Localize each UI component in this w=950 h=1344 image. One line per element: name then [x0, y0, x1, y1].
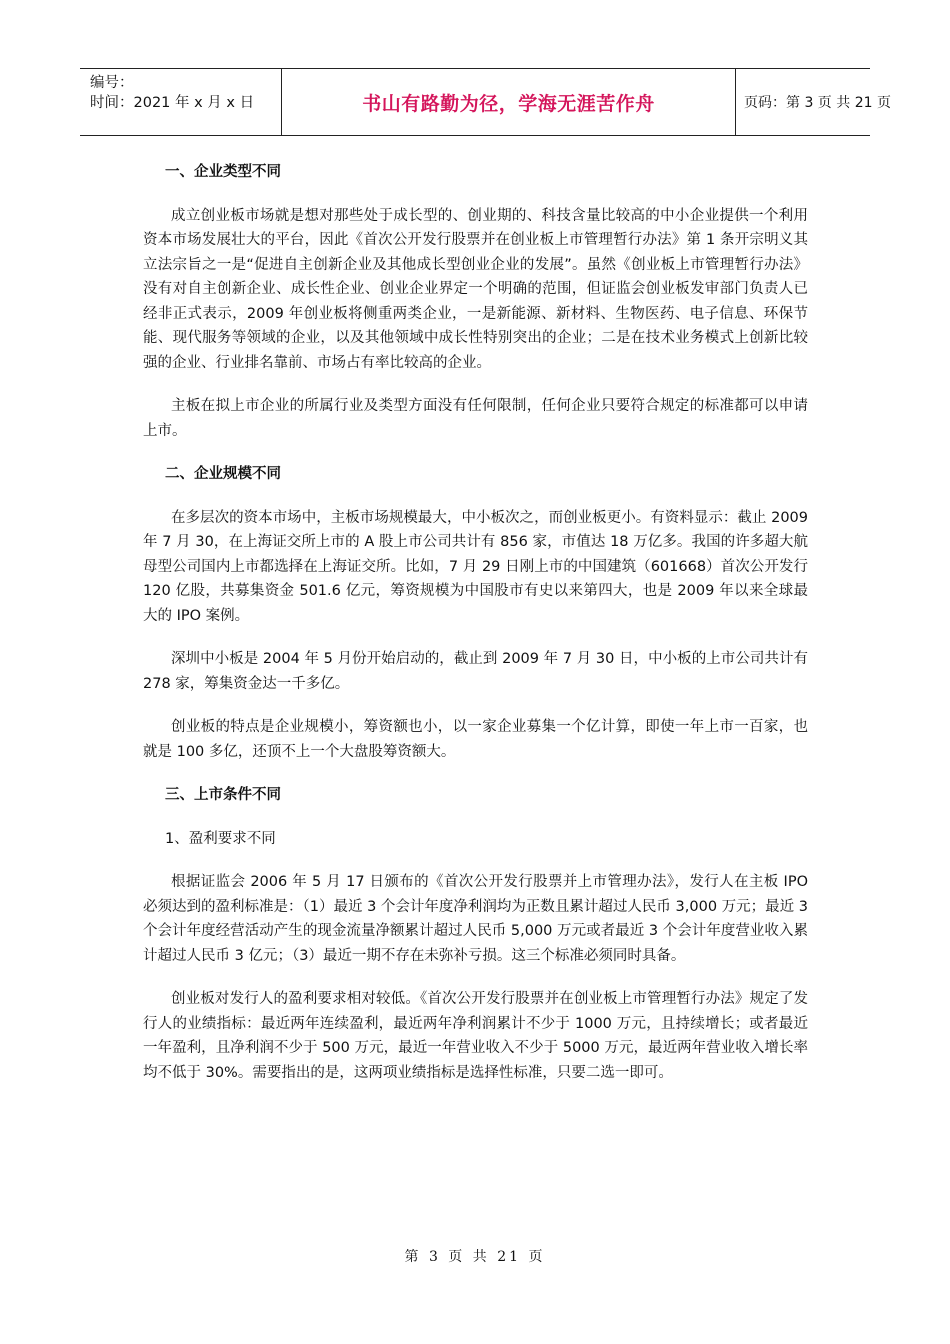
document-body: [143, 160, 808, 1104]
document-date-label: 时间：2021 年 x 月 x 日: [90, 95, 255, 111]
section-heading: 二、企业规模不同: [165, 466, 281, 482]
body-paragraph: 创业板对发行人的盈利要求相对较低。《首次公开发行股票并在创业板上市管理暂行办法》规定了发行人的业绩指标：最近两年连续盈利，最近两年净利润累计不少于 1000 万元，且持续增长；或者最近一年盈利，且净利润不少于 500 万元，最近一年营业收入不少于 5000 万元，最近两年营业收入增长率均不低于 30%。需要指出的是，这两项业绩指标是选择性标准，只要二选一即可。: [143, 991, 808, 1081]
body-paragraph: 在多层次的资本市场中，主板市场规模最大，中小板次之，而创业板更小。有资料显示：截止 2009 年 7 月 30，在上海证交所上市的 A 股上市公司共计有 856 家，市值达 18 万亿多。我国的许多超大航母型公司国内上市都选择在上海证交所。比如，7 月 29 日刚上市的中国建筑（601668）首次公开发行 120 亿股，共募集资金 501.6 亿元，筹资规模为中国股市有史以来第四大，也是 2009 年以来全球最大的 IPO 案例。: [143, 509, 808, 624]
body-paragraph: 根据证监会 2006 年 5 月 17 日颁布的《首次公开发行股票并上市管理办法》，发行人在主板 IPO 必须达到的盈利标准是：（1）最近 3 个会计年度净利润均为正数且累计超过人民币 3,000 万元；最近 3 个会计年度经营活动产生的现金流量净额累计超过人民币 5,000 万元或者最近 3 个会计年度营业收入累计超过人民币 3 亿元；（3）最近一期不存在未弥补亏损。这三个标准必须同时具备。: [143, 874, 808, 964]
header-motto-cell: [282, 69, 736, 135]
page-header: [80, 68, 891, 136]
section-heading: 一、企业类型不同: [165, 164, 281, 180]
body-paragraph: 成立创业板市场就是想对那些处于成长型的、创业期的、科技含量比较高的中小企业提供一个利用资本市场发展壮大的平台，因此《首次公开发行股票并在创业板上市管理暂行办法》第 1 条开宗明义其立法宗旨之一是“促进自主创新企业及其他成长型创业企业的发展”。虽然《创业板上市管理暂行办法》没有对自主创新企业、成长性企业、创业企业界定一个明确的范围，但证监会创业板发审部门负责人已经非正式表示，2009 年创业板将侧重两类企业，一是新能源、新材料、生物医药、电子信息、环保节能、现代服务等领域的企业，以及其他领域中成长性特别突出的企业；二是在技术业务模式上创新比较强的企业、行业排名靠前、市场占有率比较高的企业。: [143, 207, 808, 371]
header-page-info: 页码：第 3 页 共 21 页: [744, 95, 891, 111]
body-paragraph: 创业板的特点是企业规模小，筹资额也小，以一家企业募集一个亿计算，即使一年上市一百家，也就是 100 多亿，还顶不上一个大盘股筹资额大。: [143, 719, 808, 760]
page-footer: 第 3 页 共 21 页: [404, 1249, 546, 1265]
header-page-cell: [736, 69, 891, 135]
body-paragraph: 主板在拟上市企业的所属行业及类型方面没有任何限制，任何企业只要符合规定的标准都可以申请上市。: [143, 398, 808, 439]
document-number-label: 编号：: [90, 75, 134, 91]
section-heading: 三、上市条件不同: [165, 787, 281, 803]
subsection-heading: 1、盈利要求不同: [165, 830, 276, 847]
body-paragraph: 深圳中小板是 2004 年 5 月份开始启动的，截止到 2009 年 7 月 30 日，中小板的上市公司共计有 278 家，筹集资金达一千多亿。: [143, 651, 808, 692]
header-meta: [80, 69, 282, 135]
header-motto: 书山有路勤为径，学海无涯苦作舟: [362, 92, 655, 115]
